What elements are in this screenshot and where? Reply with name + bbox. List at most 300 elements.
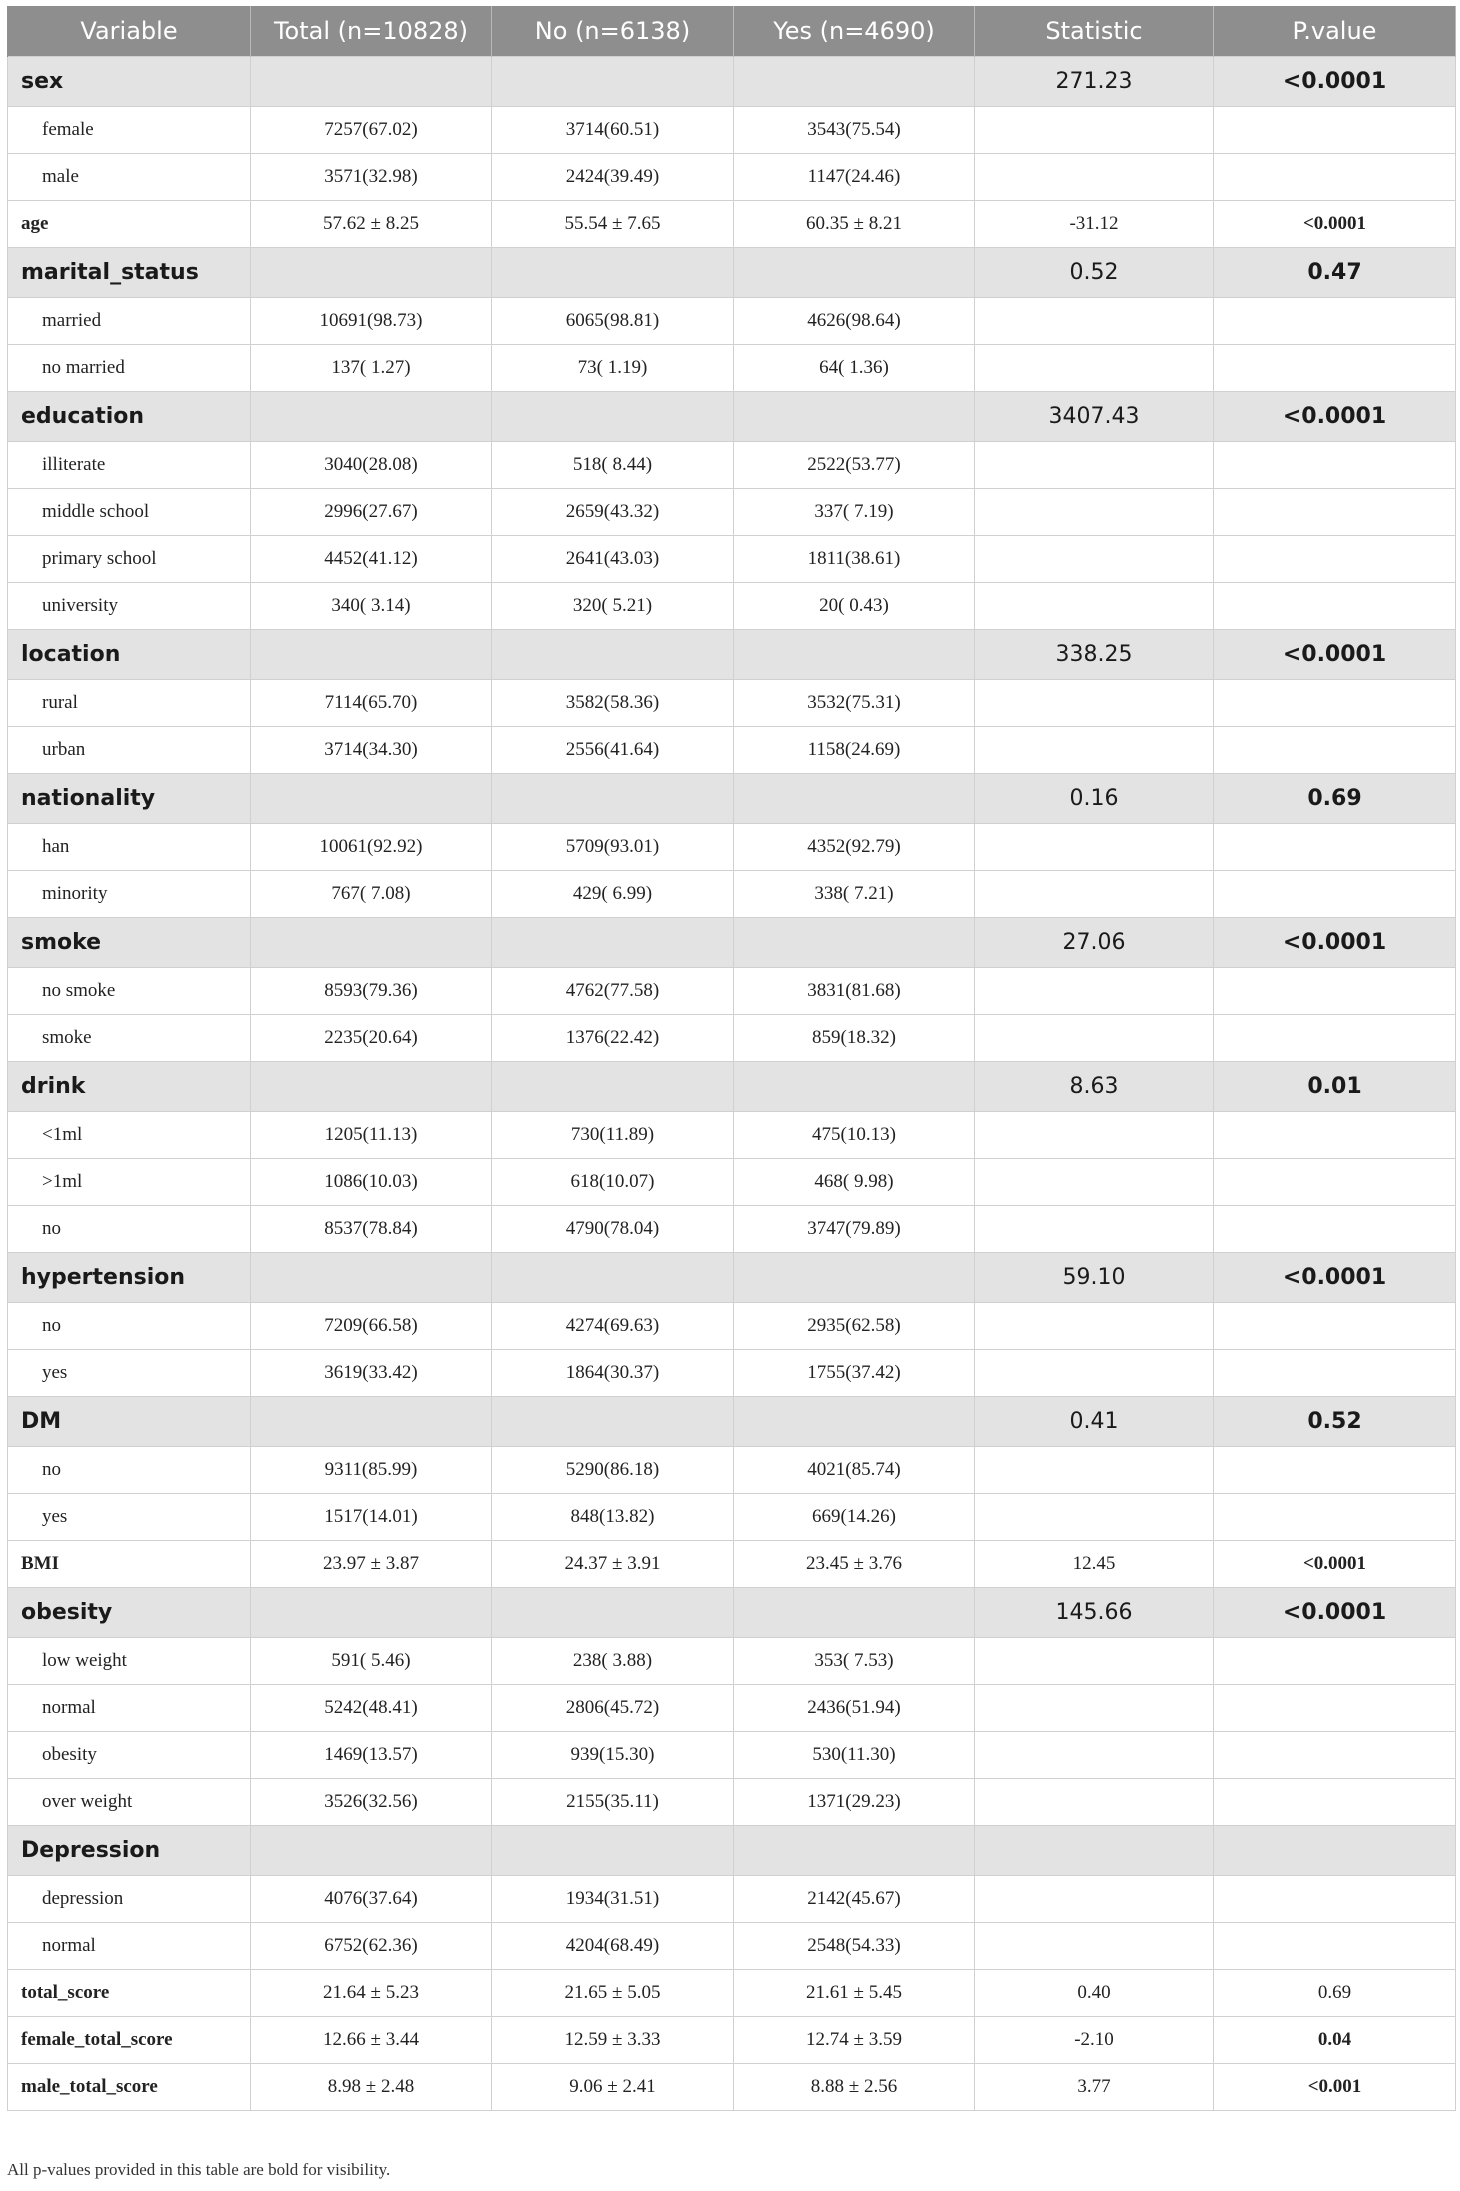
cell-p-value: 0.52 <box>1214 1397 1456 1447</box>
cell-p-value: <0.0001 <box>1214 392 1456 442</box>
cell-yes: 1755(37.42) <box>734 1350 975 1397</box>
cell-statistic <box>975 442 1214 489</box>
cell-variable: >1ml <box>8 1159 251 1206</box>
cell-variable: education <box>8 392 251 442</box>
cell-no: 4274(69.63) <box>492 1303 734 1350</box>
cell-total: 57.62 ± 8.25 <box>251 201 492 248</box>
table-container <box>7 6 1455 2111</box>
table-row <box>8 871 1456 918</box>
table-row <box>8 489 1456 536</box>
table-group-row <box>8 248 1456 298</box>
cell-yes: 20( 0.43) <box>734 583 975 630</box>
cell-p-value: <0.0001 <box>1214 1541 1456 1588</box>
cell-total: 2996(27.67) <box>251 489 492 536</box>
cell-variable: <1ml <box>8 1112 251 1159</box>
cell-total: 7257(67.02) <box>251 107 492 154</box>
table-row <box>8 1732 1456 1779</box>
cell-no: 2659(43.32) <box>492 489 734 536</box>
cell-no: 618(10.07) <box>492 1159 734 1206</box>
cell-total: 7209(66.58) <box>251 1303 492 1350</box>
cell-p-value: 0.69 <box>1214 1970 1456 2017</box>
table-row <box>8 1015 1456 1062</box>
cell-variable: rural <box>8 680 251 727</box>
table-group-row <box>8 57 1456 107</box>
table-group-row <box>8 392 1456 442</box>
cell-yes: 337( 7.19) <box>734 489 975 536</box>
cell-no: 2155(35.11) <box>492 1779 734 1826</box>
cell-p-value: <0.0001 <box>1214 57 1456 107</box>
cell-p-value: 0.69 <box>1214 774 1456 824</box>
cell-yes <box>734 1253 975 1303</box>
cell-variable: age <box>8 201 251 248</box>
cell-no: 1934(31.51) <box>492 1876 734 1923</box>
table-row <box>8 1779 1456 1826</box>
cell-p-value <box>1214 1923 1456 1970</box>
cell-statistic: 59.10 <box>975 1253 1214 1303</box>
cell-p-value <box>1214 871 1456 918</box>
table-group-row <box>8 918 1456 968</box>
cell-p-value <box>1214 442 1456 489</box>
cell-p-value: <0.001 <box>1214 2064 1456 2111</box>
cell-variable: female_total_score <box>8 2017 251 2064</box>
cell-variable: over weight <box>8 1779 251 1826</box>
cell-statistic: 338.25 <box>975 630 1214 680</box>
cell-yes: 1811(38.61) <box>734 536 975 583</box>
cell-no <box>492 1588 734 1638</box>
cell-no <box>492 392 734 442</box>
table-row <box>8 1541 1456 1588</box>
table-footnote: All p-values provided in this table are bold for visibility. <box>7 2160 391 2179</box>
cell-yes: 475(10.13) <box>734 1112 975 1159</box>
cell-p-value <box>1214 1876 1456 1923</box>
cell-yes: 2548(54.33) <box>734 1923 975 1970</box>
cell-no: 4762(77.58) <box>492 968 734 1015</box>
cell-total <box>251 1253 492 1303</box>
cell-total: 3526(32.56) <box>251 1779 492 1826</box>
cell-variable: nationality <box>8 774 251 824</box>
cell-yes: 2522(53.77) <box>734 442 975 489</box>
cell-p-value <box>1214 1638 1456 1685</box>
table-row <box>8 1685 1456 1732</box>
cell-total: 21.64 ± 5.23 <box>251 1970 492 2017</box>
table-row <box>8 824 1456 871</box>
cell-total: 6752(62.36) <box>251 1923 492 1970</box>
cell-yes <box>734 774 975 824</box>
cell-p-value <box>1214 1447 1456 1494</box>
cell-total: 8.98 ± 2.48 <box>251 2064 492 2111</box>
cell-no: 238( 3.88) <box>492 1638 734 1685</box>
cell-no: 1864(30.37) <box>492 1350 734 1397</box>
cell-variable: total_score <box>8 1970 251 2017</box>
cell-no: 12.59 ± 3.33 <box>492 2017 734 2064</box>
cell-p-value <box>1214 1159 1456 1206</box>
cell-p-value <box>1214 154 1456 201</box>
cell-total: 3714(34.30) <box>251 727 492 774</box>
table-row <box>8 1638 1456 1685</box>
cell-no: 6065(98.81) <box>492 298 734 345</box>
cell-variable: BMI <box>8 1541 251 1588</box>
cell-no <box>492 630 734 680</box>
cell-total <box>251 1397 492 1447</box>
cell-variable: illiterate <box>8 442 251 489</box>
cell-p-value: <0.0001 <box>1214 918 1456 968</box>
table-row <box>8 154 1456 201</box>
cell-no <box>492 248 734 298</box>
cell-p-value: 0.01 <box>1214 1062 1456 1112</box>
cell-total <box>251 630 492 680</box>
cell-no: 3582(58.36) <box>492 680 734 727</box>
cell-p-value <box>1214 1015 1456 1062</box>
cell-total: 1086(10.03) <box>251 1159 492 1206</box>
cell-yes: 2935(62.58) <box>734 1303 975 1350</box>
cell-variable: no married <box>8 345 251 392</box>
cell-p-value <box>1214 1303 1456 1350</box>
cell-total: 137( 1.27) <box>251 345 492 392</box>
cell-no <box>492 918 734 968</box>
cell-total <box>251 1588 492 1638</box>
cell-no: 848(13.82) <box>492 1494 734 1541</box>
cell-yes <box>734 57 975 107</box>
table-row <box>8 1876 1456 1923</box>
cell-statistic <box>975 1159 1214 1206</box>
cell-statistic: 3.77 <box>975 2064 1214 2111</box>
cell-variable: married <box>8 298 251 345</box>
cell-statistic: 271.23 <box>975 57 1214 107</box>
cell-no: 2641(43.03) <box>492 536 734 583</box>
cell-p-value <box>1214 489 1456 536</box>
cell-yes: 3543(75.54) <box>734 107 975 154</box>
cell-yes: 23.45 ± 3.76 <box>734 1541 975 1588</box>
cell-yes: 3532(75.31) <box>734 680 975 727</box>
cell-variable: normal <box>8 1685 251 1732</box>
cell-yes: 4352(92.79) <box>734 824 975 871</box>
cell-no: 518( 8.44) <box>492 442 734 489</box>
table-row <box>8 107 1456 154</box>
cell-p-value <box>1214 1206 1456 1253</box>
table-row <box>8 1112 1456 1159</box>
cell-statistic: 3407.43 <box>975 392 1214 442</box>
header-variable: Variable <box>8 6 251 57</box>
header-no: No (n=6138) <box>492 6 734 57</box>
table-group-row <box>8 1588 1456 1638</box>
table-group-row <box>8 1826 1456 1876</box>
cell-statistic <box>975 1015 1214 1062</box>
cell-statistic <box>975 1206 1214 1253</box>
cell-no <box>492 57 734 107</box>
cell-p-value <box>1214 1826 1456 1876</box>
cell-statistic: 12.45 <box>975 1541 1214 1588</box>
cell-yes: 468( 9.98) <box>734 1159 975 1206</box>
table-row <box>8 442 1456 489</box>
cell-no: 5709(93.01) <box>492 824 734 871</box>
table-row <box>8 968 1456 1015</box>
cell-variable: no smoke <box>8 968 251 1015</box>
cell-variable: depression <box>8 1876 251 1923</box>
table-row <box>8 1970 1456 2017</box>
cell-yes: 12.74 ± 3.59 <box>734 2017 975 2064</box>
cell-total: 10061(92.92) <box>251 824 492 871</box>
cell-total: 3619(33.42) <box>251 1350 492 1397</box>
cell-p-value: <0.0001 <box>1214 1253 1456 1303</box>
cell-statistic <box>975 1826 1214 1876</box>
table-row <box>8 298 1456 345</box>
cell-p-value <box>1214 107 1456 154</box>
cell-statistic: 0.40 <box>975 1970 1214 2017</box>
cell-yes: 859(18.32) <box>734 1015 975 1062</box>
cell-total: 1469(13.57) <box>251 1732 492 1779</box>
cell-statistic <box>975 298 1214 345</box>
cell-total: 8593(79.36) <box>251 968 492 1015</box>
cell-no: 939(15.30) <box>492 1732 734 1779</box>
cell-total <box>251 248 492 298</box>
cell-statistic <box>975 1732 1214 1779</box>
cell-no: 73( 1.19) <box>492 345 734 392</box>
table-group-row <box>8 630 1456 680</box>
cell-p-value <box>1214 968 1456 1015</box>
cell-no: 9.06 ± 2.41 <box>492 2064 734 2111</box>
table-row <box>8 1303 1456 1350</box>
cell-yes: 21.61 ± 5.45 <box>734 1970 975 2017</box>
cell-total <box>251 1826 492 1876</box>
table-group-row <box>8 1397 1456 1447</box>
cell-no: 1376(22.42) <box>492 1015 734 1062</box>
cell-variable: primary school <box>8 536 251 583</box>
header-statistic: Statistic <box>975 6 1214 57</box>
cell-statistic: -2.10 <box>975 2017 1214 2064</box>
cell-total: 10691(98.73) <box>251 298 492 345</box>
cell-total: 4452(41.12) <box>251 536 492 583</box>
cell-no: 320( 5.21) <box>492 583 734 630</box>
cell-no: 55.54 ± 7.65 <box>492 201 734 248</box>
cell-no <box>492 1397 734 1447</box>
cell-p-value <box>1214 1494 1456 1541</box>
cell-yes: 530(11.30) <box>734 1732 975 1779</box>
cell-statistic <box>975 154 1214 201</box>
cell-variable: no <box>8 1303 251 1350</box>
header-p-value: P.value <box>1214 6 1456 57</box>
cell-yes <box>734 392 975 442</box>
cell-yes: 2436(51.94) <box>734 1685 975 1732</box>
cell-variable: no <box>8 1206 251 1253</box>
cell-p-value: 0.04 <box>1214 2017 1456 2064</box>
cell-variable: yes <box>8 1494 251 1541</box>
cell-variable: marital_status <box>8 248 251 298</box>
cell-total: 8537(78.84) <box>251 1206 492 1253</box>
cell-yes <box>734 1397 975 1447</box>
cell-statistic <box>975 345 1214 392</box>
cell-variable: no <box>8 1447 251 1494</box>
cell-total: 340( 3.14) <box>251 583 492 630</box>
cell-statistic <box>975 1923 1214 1970</box>
cell-no: 24.37 ± 3.91 <box>492 1541 734 1588</box>
cell-yes <box>734 630 975 680</box>
table-row <box>8 1159 1456 1206</box>
cell-statistic <box>975 727 1214 774</box>
cell-yes: 1371(29.23) <box>734 1779 975 1826</box>
cell-statistic <box>975 824 1214 871</box>
cell-statistic <box>975 1779 1214 1826</box>
table-row <box>8 345 1456 392</box>
cell-yes: 1158(24.69) <box>734 727 975 774</box>
cell-no: 4790(78.04) <box>492 1206 734 1253</box>
cell-p-value <box>1214 1685 1456 1732</box>
cell-total: 4076(37.64) <box>251 1876 492 1923</box>
cell-yes: 4626(98.64) <box>734 298 975 345</box>
cell-p-value <box>1214 1779 1456 1826</box>
cell-p-value <box>1214 583 1456 630</box>
cell-no: 2424(39.49) <box>492 154 734 201</box>
cell-statistic: 0.52 <box>975 248 1214 298</box>
cell-variable: obesity <box>8 1588 251 1638</box>
cell-total: 3571(32.98) <box>251 154 492 201</box>
cell-p-value <box>1214 536 1456 583</box>
cell-yes <box>734 1826 975 1876</box>
baseline-characteristics-table <box>7 6 1456 2111</box>
cell-variable: location <box>8 630 251 680</box>
cell-yes <box>734 248 975 298</box>
cell-p-value <box>1214 1732 1456 1779</box>
cell-statistic <box>975 871 1214 918</box>
cell-no: 2806(45.72) <box>492 1685 734 1732</box>
table-row <box>8 2017 1456 2064</box>
table-group-row <box>8 1062 1456 1112</box>
cell-yes: 64( 1.36) <box>734 345 975 392</box>
cell-total: 591( 5.46) <box>251 1638 492 1685</box>
cell-total <box>251 1062 492 1112</box>
table-row <box>8 680 1456 727</box>
cell-yes: 669(14.26) <box>734 1494 975 1541</box>
table-body <box>8 57 1456 2111</box>
cell-statistic: 27.06 <box>975 918 1214 968</box>
cell-statistic <box>975 1876 1214 1923</box>
cell-no <box>492 1253 734 1303</box>
cell-total: 23.97 ± 3.87 <box>251 1541 492 1588</box>
cell-statistic <box>975 583 1214 630</box>
cell-statistic <box>975 968 1214 1015</box>
cell-variable: sex <box>8 57 251 107</box>
cell-variable: Depression <box>8 1826 251 1876</box>
table-row <box>8 1206 1456 1253</box>
cell-no <box>492 1062 734 1112</box>
cell-statistic <box>975 1685 1214 1732</box>
cell-variable: obesity <box>8 1732 251 1779</box>
table-header <box>8 6 1456 57</box>
cell-no <box>492 774 734 824</box>
cell-total: 3040(28.08) <box>251 442 492 489</box>
cell-yes: 3831(81.68) <box>734 968 975 1015</box>
cell-p-value <box>1214 727 1456 774</box>
cell-no: 3714(60.51) <box>492 107 734 154</box>
table-group-row <box>8 774 1456 824</box>
table-row <box>8 1494 1456 1541</box>
cell-total: 1205(11.13) <box>251 1112 492 1159</box>
cell-yes: 2142(45.67) <box>734 1876 975 1923</box>
cell-total: 2235(20.64) <box>251 1015 492 1062</box>
table-row <box>8 536 1456 583</box>
cell-statistic: 145.66 <box>975 1588 1214 1638</box>
cell-total: 5242(48.41) <box>251 1685 492 1732</box>
cell-no: 2556(41.64) <box>492 727 734 774</box>
header-row <box>8 6 1456 57</box>
cell-statistic <box>975 1350 1214 1397</box>
cell-yes <box>734 1062 975 1112</box>
cell-yes: 353( 7.53) <box>734 1638 975 1685</box>
table-row <box>8 1923 1456 1970</box>
cell-yes <box>734 918 975 968</box>
cell-total: 12.66 ± 3.44 <box>251 2017 492 2064</box>
cell-p-value: <0.0001 <box>1214 201 1456 248</box>
table-row <box>8 583 1456 630</box>
cell-statistic <box>975 536 1214 583</box>
table-row <box>8 1447 1456 1494</box>
cell-p-value <box>1214 680 1456 727</box>
cell-total <box>251 57 492 107</box>
cell-p-value <box>1214 345 1456 392</box>
cell-no: 5290(86.18) <box>492 1447 734 1494</box>
cell-yes <box>734 1588 975 1638</box>
cell-variable: normal <box>8 1923 251 1970</box>
header-total: Total (n=10828) <box>251 6 492 57</box>
cell-total: 1517(14.01) <box>251 1494 492 1541</box>
cell-variable: DM <box>8 1397 251 1447</box>
table-row <box>8 201 1456 248</box>
cell-yes: 338( 7.21) <box>734 871 975 918</box>
cell-no: 4204(68.49) <box>492 1923 734 1970</box>
cell-total <box>251 392 492 442</box>
cell-variable: drink <box>8 1062 251 1112</box>
cell-statistic <box>975 680 1214 727</box>
cell-no: 730(11.89) <box>492 1112 734 1159</box>
cell-variable: smoke <box>8 1015 251 1062</box>
cell-variable: urban <box>8 727 251 774</box>
cell-statistic <box>975 1494 1214 1541</box>
cell-total <box>251 918 492 968</box>
cell-yes: 3747(79.89) <box>734 1206 975 1253</box>
cell-statistic <box>975 107 1214 154</box>
cell-no: 429( 6.99) <box>492 871 734 918</box>
cell-variable: han <box>8 824 251 871</box>
cell-yes: 4021(85.74) <box>734 1447 975 1494</box>
table-row <box>8 2064 1456 2111</box>
cell-statistic: 8.63 <box>975 1062 1214 1112</box>
cell-variable: male_total_score <box>8 2064 251 2111</box>
cell-total: 7114(65.70) <box>251 680 492 727</box>
cell-variable: female <box>8 107 251 154</box>
cell-variable: male <box>8 154 251 201</box>
cell-variable: university <box>8 583 251 630</box>
cell-p-value <box>1214 1350 1456 1397</box>
cell-variable: smoke <box>8 918 251 968</box>
cell-p-value <box>1214 298 1456 345</box>
cell-variable: yes <box>8 1350 251 1397</box>
cell-statistic: 0.41 <box>975 1397 1214 1447</box>
table-row <box>8 727 1456 774</box>
cell-p-value <box>1214 824 1456 871</box>
cell-total <box>251 774 492 824</box>
table-group-row <box>8 1253 1456 1303</box>
cell-variable: low weight <box>8 1638 251 1685</box>
cell-statistic <box>975 1303 1214 1350</box>
cell-variable: middle school <box>8 489 251 536</box>
cell-no: 21.65 ± 5.05 <box>492 1970 734 2017</box>
cell-p-value: 0.47 <box>1214 248 1456 298</box>
cell-yes: 60.35 ± 8.21 <box>734 201 975 248</box>
cell-statistic: 0.16 <box>975 774 1214 824</box>
cell-statistic <box>975 489 1214 536</box>
cell-p-value: <0.0001 <box>1214 630 1456 680</box>
cell-total: 9311(85.99) <box>251 1447 492 1494</box>
cell-variable: minority <box>8 871 251 918</box>
